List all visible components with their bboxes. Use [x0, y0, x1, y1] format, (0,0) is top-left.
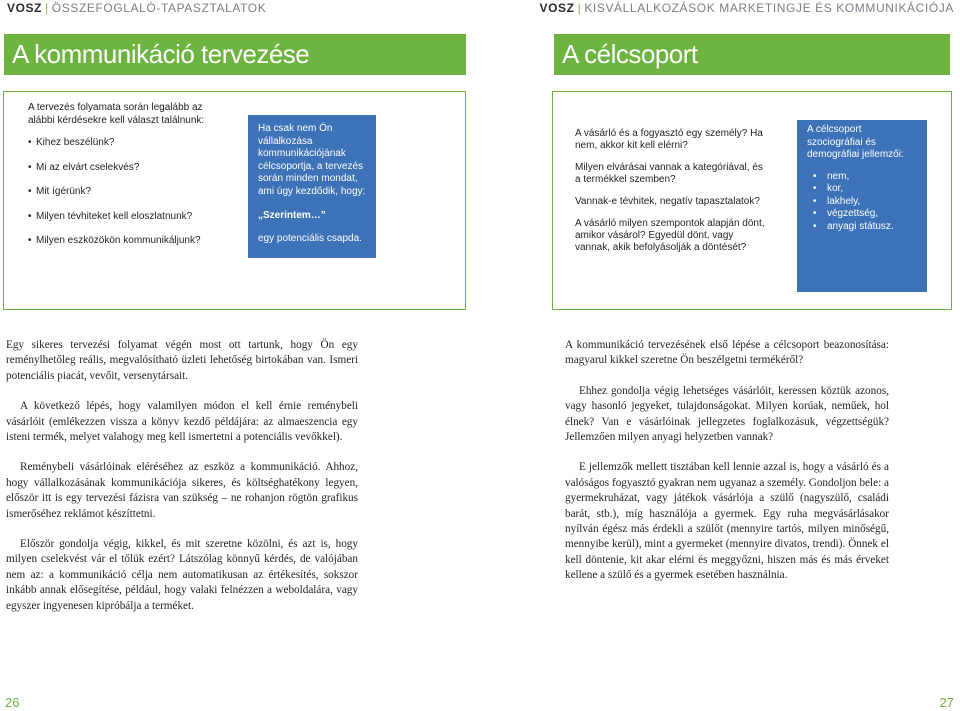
list-item: • Mi az elvárt cselekvés? [28, 162, 208, 174]
question-item: Vannak-e tévhitek, negatív tapasztalatok? [575, 196, 760, 207]
demographics-list [807, 171, 919, 234]
list-item: • anyagi státusz. [807, 221, 919, 234]
warning-quote: „Szerintem…” [258, 210, 326, 221]
body-text-right [565, 338, 889, 599]
running-header-left [7, 1, 266, 15]
page-number: 26 [5, 695, 20, 710]
warning-box [248, 115, 376, 258]
running-header-right [540, 1, 954, 15]
paragraph: Reménybeli vásárlóinak eléréséhez az eszköz a kommunikáció. Ahhoz, hogy vállalkozásának kommunikációja sikeres, és költséghatékony legyen, először itt is egy tervezési fázisra van szükség – ne rohanjon rögtön grafikus ismerőséhez reklámot készíttetni. [6, 461, 358, 520]
header-brand: VOSZ [539, 1, 575, 15]
paragraph: E jellemzők mellett tisztában kell lennie azzal is, hogy a vásárló és a valóságos fogyasztó gyakran nem ugyanaz a személy. Gondoljon bele: a gyermekruházat, vagy játékok vásárlója a szülő (nagyszülő, családi barát, stb.), míg használója a gyermek. Egy ruha megvásárlásakor nyílván égész más érdekli a szülőt (mennyire tartós, milyen minőségű, mennyibe kerül), mint a gyermeket (mennyire divatos, trendi). Önnek el kell döntenie, kit akar elérni és meggyőzni, hiszen más és más érveket kellene a szülő és a gyermek esetében használnia. [565, 461, 889, 582]
questions-block [28, 102, 208, 260]
paragraph: A kommunikáció tervezésének első lépése a célcsoport beazonosítása: magyarul kikkel szeretne Ön beszélgetni termékéről? [565, 339, 889, 367]
list-item: • végzettség, [807, 208, 919, 221]
list-item: • nem, [807, 171, 919, 184]
right-page [480, 0, 960, 711]
summary-panel [3, 91, 466, 310]
page-number: 27 [939, 695, 954, 710]
chapter-title: A kommunikáció tervezése [4, 34, 466, 75]
body-text-left [6, 338, 358, 629]
list-item: • Milyen tévhiteket kell eloszlatnunk? [28, 211, 208, 223]
header-separator: | [577, 1, 582, 15]
warning-end: egy potenciális csapda. [258, 232, 362, 244]
header-separator: | [45, 1, 49, 15]
target-group-panel [552, 91, 952, 310]
question-item: A vásárló milyen szempontok alapján dönt, amikor vásárol? Egyedül dönt, vagy vannak, akik befolyásolják a döntését? [575, 218, 765, 253]
question-list [28, 137, 208, 247]
list-item: • Kihez beszélünk? [28, 137, 208, 149]
target-questions [575, 128, 771, 264]
paragraph: Egy sikeres tervezési folyamat végén most ott tartunk, hogy Ön egy reménylhetőleg reális, megvalósítható üzleti lehetőség birtokában van. Ismeri potenciális piacát, vevőit, versenytársait. [6, 339, 358, 382]
section-title: A célcsoport [554, 34, 950, 75]
paragraph: A következő lépés, hogy valamilyen módon el kell érnie reménybeli vásárlóit (emlékezzen vissza a könyv kezdő példájára: az almaeszencia egy isteni termék, melyet valahogy meg kell ismertetni a potenciális vevőkkel). [6, 400, 358, 444]
list-item: • lakhely, [807, 196, 919, 209]
paragraph: Ehhez gondolja végig lehetséges vásárlóit, keressen köztük azonos, vagy hasonló jegyeket, tulajdonságokat. Milyen korúak, neműek, hol élnek? Van e vásárlóinak jellegzetes foglalkozásuk, végzettségük? Jellemzően milyen anyagi helyzetben vannak? [565, 384, 889, 444]
demographics-box [797, 120, 927, 292]
question-item: Milyen elvárásai vannak a kategóriával, és a termékkel szemben? [575, 162, 763, 185]
paragraph: Először gondolja végig, kikkel, és mit szeretne közölni, és azt is, hogy milyen cselekvést vár el tőlük ezért? Látszólag könnyű kérdés, de valójában nem az: a kommunikáció célja nem automatikusan az értékesítés, sokszor inkább annak elősegítése, például, hogy valaki felnézzen a weboldalára, vagy egyszer ingyenesen kipróbálja a terméket. [6, 538, 358, 612]
header-section: ÖSSZEFOGLALÓ-TAPASZTALATOK [51, 1, 267, 15]
header-section: KISVÁLLALKOZÁSOK MARKETINGJE ÉS KOMMUNIKÁCIÓJA [584, 1, 954, 15]
list-item: • kor, [807, 183, 919, 196]
list-item: • Milyen eszközökön kommunikáljunk? [28, 235, 208, 247]
list-item: • Mit ígérünk? [28, 186, 208, 198]
warning-text: Ha csak nem Ön vállalkozása kommunikációjának célcsoportja, a tervezés során minden mondat, ami úgy kezdődik, hogy: [258, 123, 366, 197]
header-brand: VOSZ [7, 1, 43, 15]
panel-intro: A tervezés folyamata során legalább az alábbi kérdésekre kell választ találnunk: [28, 102, 205, 126]
question-item: A vásárló és a fogyasztó egy személy? Ha nem, akkor kit kell elérni? [575, 128, 763, 151]
demographics-intro: A célcsoport szociográfiai és demográfiai jellemzői: [807, 124, 904, 160]
